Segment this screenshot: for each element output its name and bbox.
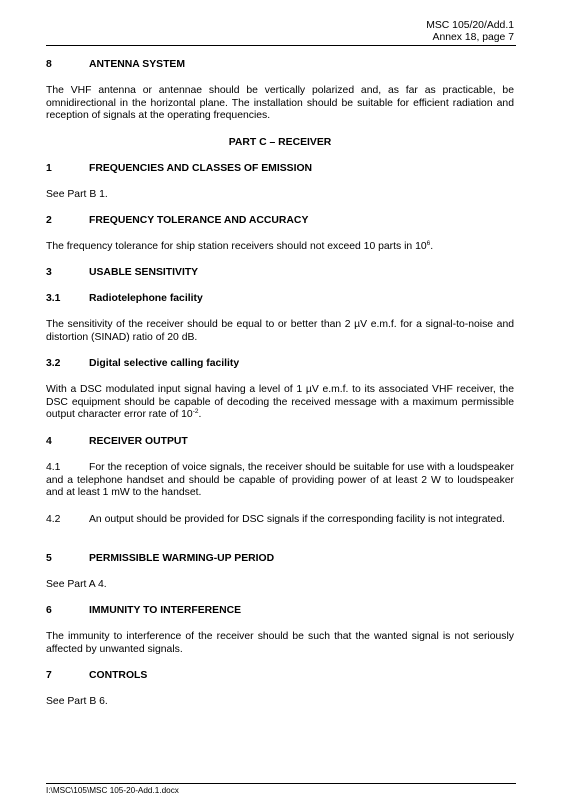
section-c32-heading — [46, 358, 239, 370]
page-header — [426, 20, 514, 44]
header-rule — [46, 45, 516, 46]
text-part: . — [198, 409, 202, 421]
section-c6-heading — [46, 605, 241, 617]
text-part: The frequency tolerance for ship station receivers should not exceed 10 parts in 10 — [46, 241, 427, 252]
paragraph-number: 4.2 — [46, 514, 61, 525]
superscript: -2 — [192, 408, 199, 416]
section-title: USABLE SENSITIVITY — [89, 267, 199, 278]
page-reference: Annex 18, page 7 — [432, 32, 514, 43]
section-c4-heading — [46, 436, 188, 448]
section-c41-text — [46, 462, 514, 500]
section-number: 5 — [46, 553, 52, 564]
section-title: CONTROLS — [89, 670, 148, 681]
section-number: 4 — [46, 436, 52, 447]
superscript: 6 — [426, 240, 431, 247]
section-c31-heading — [46, 293, 203, 305]
section-number: 3 — [46, 267, 52, 278]
section-title: PERMISSIBLE WARMING-UP PERIOD — [89, 553, 275, 564]
section-title: Radiotelephone facility — [89, 293, 203, 304]
footer-file-path: I:\MSC\105\MSC 105-20-Add.1.docx — [46, 786, 179, 795]
section-number: 8 — [46, 59, 52, 70]
section-title: FREQUENCIES AND CLASSES OF EMISSION — [89, 163, 313, 174]
section-title: IMMUNITY TO INTERFERENCE — [89, 605, 242, 616]
section-c42-text — [46, 514, 514, 527]
section-c6-text: The immunity to interference of the receiver should be such that the wanted signal is not seriously affected by unwanted signals. — [46, 631, 514, 655]
section-8-text: The VHF antenna or antennae should be vertically polarized and, as far as practicable, be omnidirectional in the horizontal plane. The installation should be suitable for efficient radiation and reception of signals at the operating frequencies. — [46, 85, 514, 122]
section-title: FREQUENCY TOLERANCE AND ACCURACY — [89, 215, 309, 226]
section-number: 7 — [46, 670, 52, 681]
section-c2-heading — [46, 215, 308, 227]
paragraph-number: 4.1 — [46, 462, 61, 473]
section-number: 3.2 — [46, 358, 61, 369]
section-c3-heading — [46, 267, 198, 279]
section-c31-text: The sensitivity of the receiver should be equal to or better than 2 µV e.m.f. for a signal-to-noise and distortion (SINAD) ratio of 20 dB. — [46, 319, 514, 343]
section-number: 3.1 — [46, 293, 61, 304]
section-8-heading — [46, 59, 185, 71]
footer-rule — [46, 783, 516, 784]
section-title: RECEIVER OUTPUT — [89, 436, 188, 447]
section-c5-text: See Part A 4. — [46, 579, 107, 590]
text-part: . — [430, 241, 434, 252]
section-c5-heading — [46, 553, 274, 565]
section-c32-text — [46, 384, 514, 422]
section-c2-text — [46, 241, 514, 254]
paragraph-text: An output should be provided for DSC signals if the corresponding facility is not integrated. — [89, 514, 505, 525]
paragraph-text: For the reception of voice signals, the receiver should be suitable for use with a loudspeaker and a telephone handset and should be capable of providing power of at least 2 W to loudspeaker and at least 1 mW to the handset. — [46, 462, 514, 499]
text-part: With a DSC modulated input signal having a level of 1 µV e.m.f. to its associated VHF receiver, the DSC equipment should be capable of decoding the received message with a maximum permissible output character error rate of 10 — [46, 384, 514, 421]
section-c1-heading — [46, 163, 312, 175]
section-number: 2 — [46, 215, 52, 226]
section-number: 1 — [46, 163, 52, 174]
section-title: Digital selective calling facility — [89, 358, 240, 369]
section-c1-text: See Part B 1. — [46, 189, 108, 200]
part-heading: PART C – RECEIVER — [228, 137, 332, 148]
section-title: ANTENNA SYSTEM — [89, 59, 186, 70]
doc-reference: MSC 105/20/Add.1 — [426, 20, 514, 31]
section-c7-heading — [46, 670, 147, 682]
section-c7-text: See Part B 6. — [46, 696, 108, 707]
section-number: 6 — [46, 605, 52, 616]
